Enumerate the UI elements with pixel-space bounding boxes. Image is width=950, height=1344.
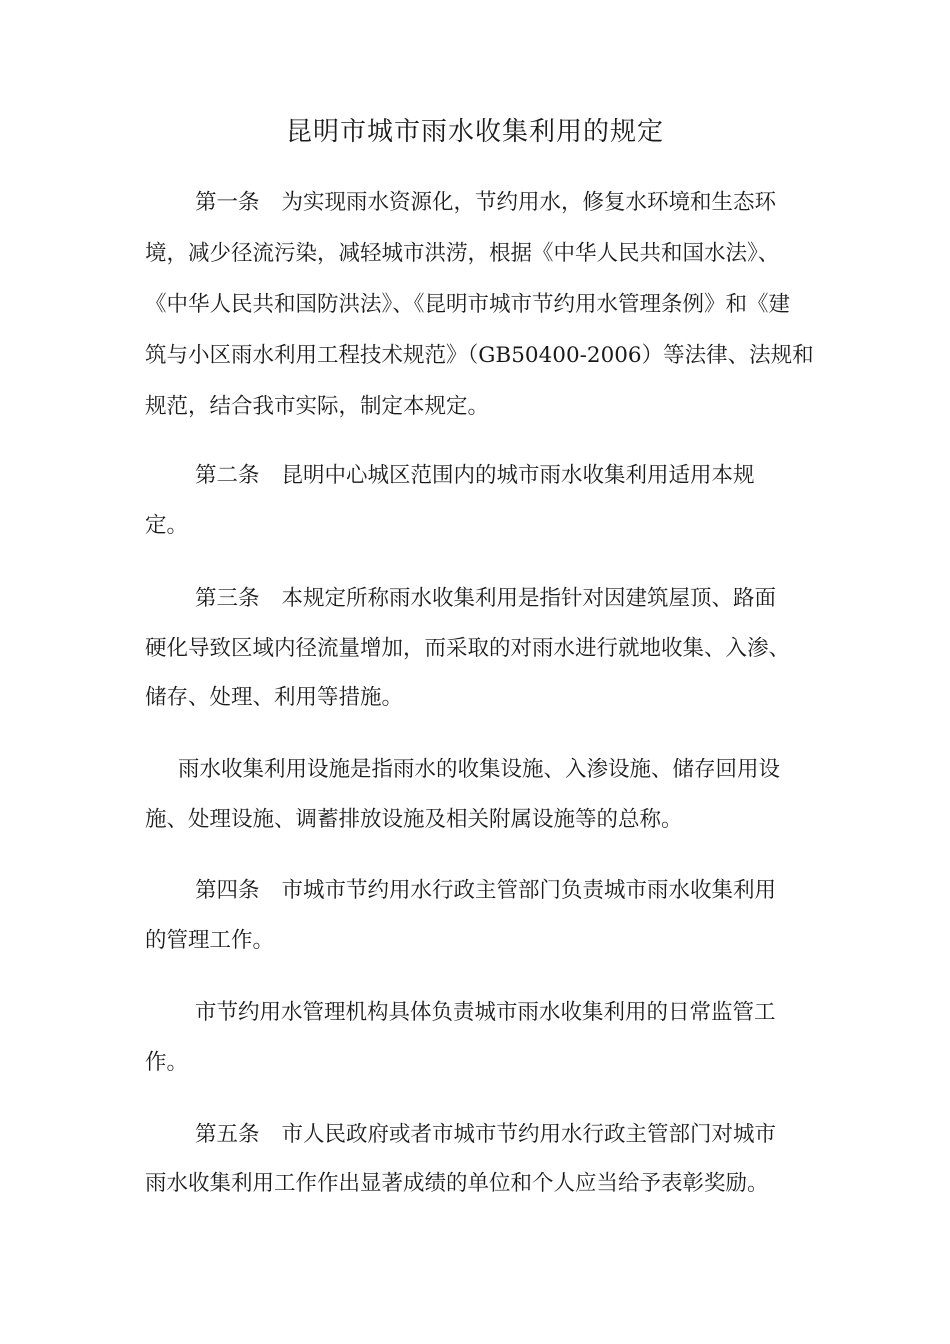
- article-1-label: 第一条: [195, 190, 260, 215]
- article-4b-line-1: 市节约用水管理机构具体负责城市雨水收集利用的日常监管工: [195, 1000, 776, 1025]
- article-4-label: 第四条: [195, 878, 260, 903]
- article-5-label: 第五条: [195, 1122, 260, 1147]
- article-5-text-1: 市人民政府或者市城市节约用水行政主管部门对城市: [281, 1122, 777, 1147]
- article-3-line-2: 硬化导致区域内径流量增加，而采取的对雨水进行就地收集、入渗、: [145, 636, 791, 661]
- document-title: 昆明市城市雨水收集利用的规定: [285, 117, 664, 147]
- article-2-text-1: 昆明中心城区范围内的城市雨水收集利用适用本规: [281, 463, 755, 488]
- article-4b-line-2: 作。: [145, 1050, 189, 1075]
- article-1-line-2: 境，减少径流污染，减轻城市洪涝，根据《中华人民共和国水法》、: [145, 241, 780, 266]
- article-4-text-1: 市城市节约用水行政主管部门负责城市雨水收集利用: [281, 878, 777, 903]
- article-4-line-2: 的管理工作。: [145, 928, 275, 953]
- article-1-line-5: 规范，结合我市实际，制定本规定。: [145, 394, 490, 419]
- article-4-line-1: [195, 874, 776, 908]
- article-3-line-1: [195, 582, 776, 616]
- article-5-line-1: [195, 1118, 776, 1152]
- article-1-line-4: 筑与小区雨水利用工程技术规范》（GB50400-2006）等法律、法规和: [145, 343, 814, 368]
- article-1-line-3: 《中华人民共和国防洪法》、《昆明市城市节约用水管理条例》和《建: [145, 292, 791, 317]
- article-3b-line-2: 施、处理设施、调蓄排放设施及相关附属设施等的总称。: [145, 807, 683, 832]
- article-2-label: 第二条: [195, 463, 260, 488]
- article-1-text-1: 为实现雨水资源化，节约用水，修复水环境和生态环: [281, 190, 777, 215]
- article-3-text-1: 本规定所称雨水收集利用是指针对因建筑屋顶、路面: [281, 586, 777, 611]
- article-3b-line-1: 雨水收集利用设施是指雨水的收集设施、入渗设施、储存回用设: [178, 757, 781, 782]
- article-5-line-2: 雨水收集利用工作作出显著成绩的单位和个人应当给予表彰奖励。: [145, 1171, 769, 1196]
- article-1-line-1: [195, 186, 776, 220]
- article-3-line-3: 储存、处理、利用等措施。: [145, 685, 404, 710]
- article-2-line-2: 定。: [145, 513, 189, 538]
- article-3-label: 第三条: [195, 586, 260, 611]
- article-2-line-1: [195, 459, 755, 493]
